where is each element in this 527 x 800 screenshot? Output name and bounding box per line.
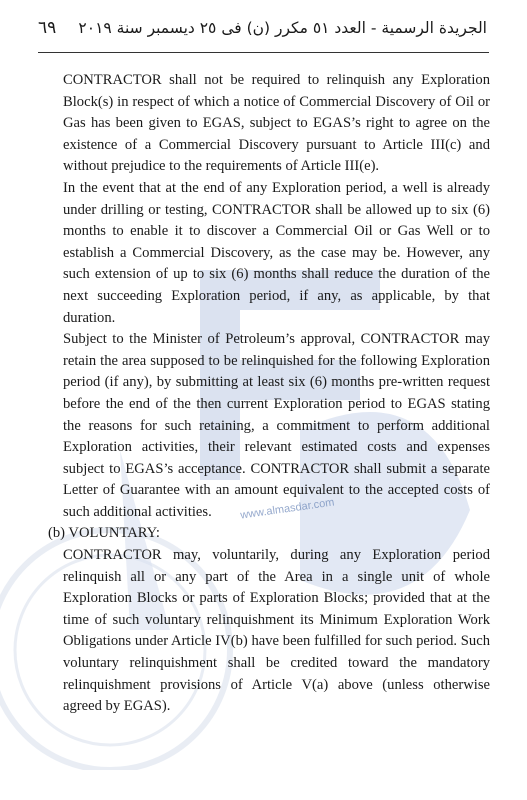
- section-b-body: [63, 545, 490, 718]
- page-header: [38, 18, 487, 38]
- paragraph-voluntary-relinquishment: CONTRACTOR may, voluntarily, during any Exploration period relinquish all or any part of the Area in a single unit of whole Exploration Blocks or parts of Exploration Blocks; provided that at the time of such voluntary relinquishment its Minimum Exploration Work Obligations under Article IV(b) have been fulfilled for such period. Such voluntary relinquishment shall be credited toward the mandatory relinquishment provisions of Article V(a) above (unless otherwise agreed by EGAS).: [63, 547, 490, 715]
- relinquishment-text: [63, 70, 490, 523]
- page-number: ٦٩: [38, 18, 57, 38]
- paragraph-area-retention: Subject to the Minister of Petroleum’s approval, CONTRACTOR may retain the area supposed to be relinquished for the following Exploration period (if any), by submitting at least six (6) months pre-written request before the end of the then current Exploration period to EGAS stating the reasons for such retaining, a commitment to perform additional Exploration activities, their relevant estimated costs and expenses subject to EGAS’s acceptance. CONTRACTOR shall submit a separate Letter of Guarantee with an amount equivalent to the accepted costs of such additional activities.: [63, 331, 490, 520]
- gazette-title: الجريدة الرسمية - العدد ٥١ مكرر (ن) فى ٢٥ ديسمبر سنة ٢٠١٩: [78, 19, 487, 37]
- document-body: [0, 70, 527, 718]
- section-b-heading: (b) VOLUNTARY:: [48, 525, 160, 542]
- watermark-url: www.almasdar.com: [239, 496, 336, 522]
- header-rule: [38, 52, 489, 53]
- paragraph-drilling-extension: In the event that at the end of any Exploration period, a well is already under drilling or testing, CONTRACTOR shall be allowed up to six (6) months to enable it to discover a Commercial Oil or Gas Well or to establish a Commercial Discovery, as the case may be. However, any such extension of up to six (6) months shall reduce the duration of the next succeeding Exploration period, if any, as applicable, by that duration.: [63, 179, 490, 326]
- paragraph-commercial-discovery: CONTRACTOR shall not be required to relinquish any Exploration Block(s) in respect of which a notice of Commercial Discovery of Oil or Gas has been given to EGAS, subject to EGAS’s right to agree on the existence of a Commercial Discovery pursuant to Article III(c) and without prejudice to the requirements of Article III(e).: [63, 72, 490, 175]
